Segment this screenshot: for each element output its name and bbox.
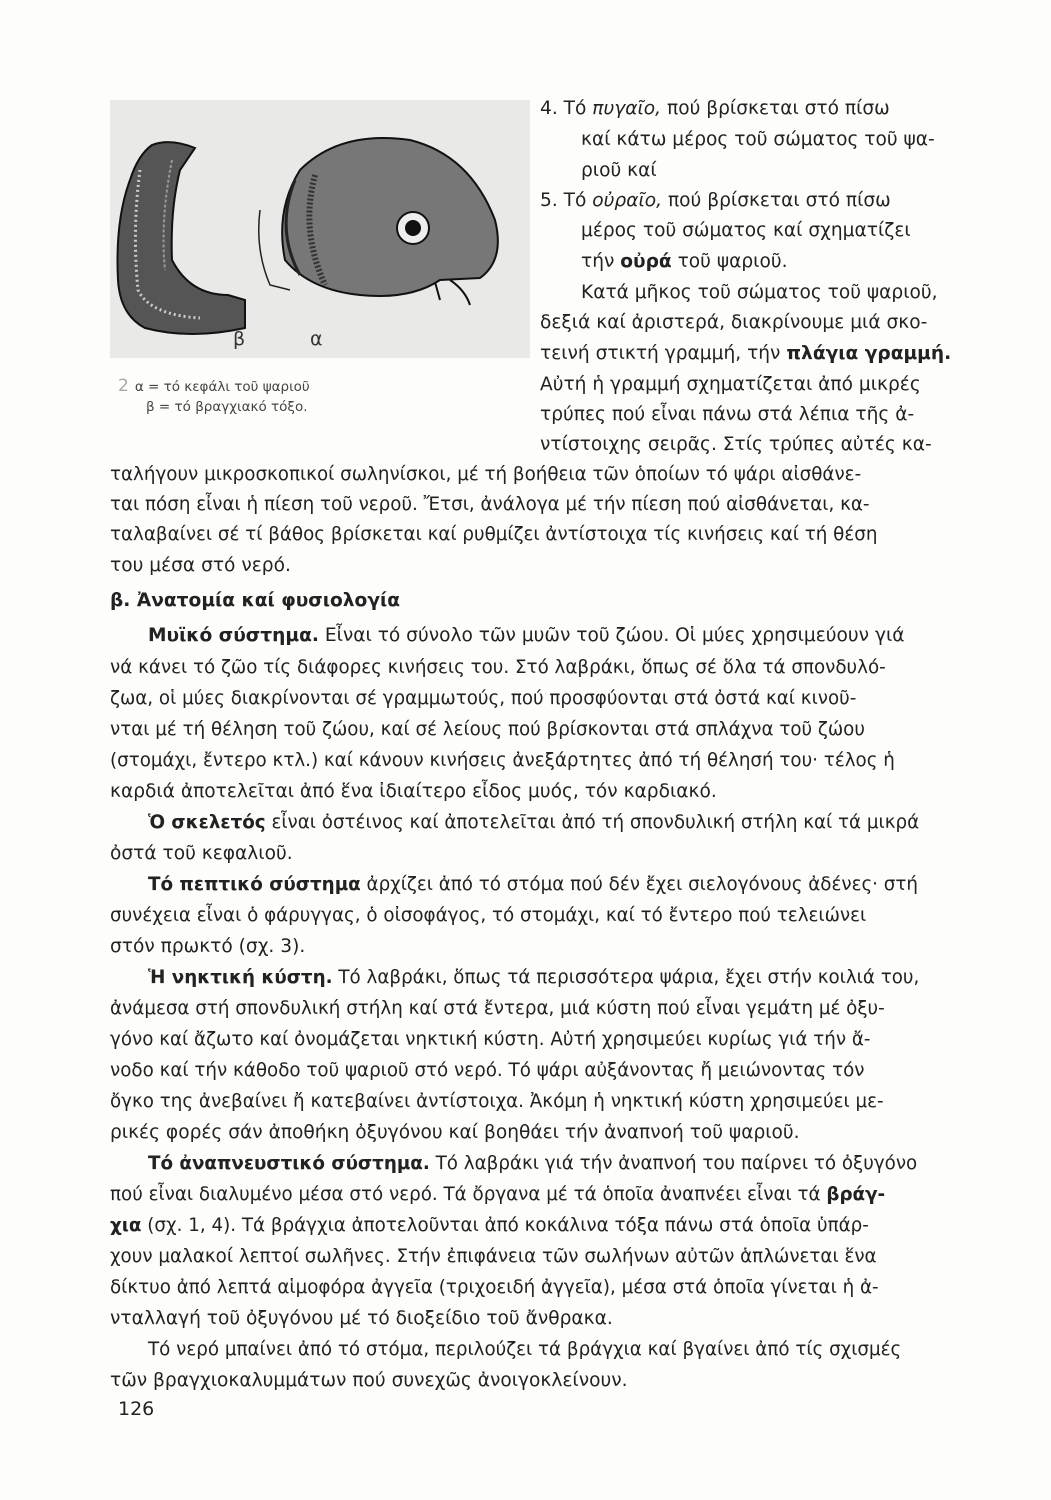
list-item-5-line-3-a: τήν <box>581 251 621 272</box>
muscle-line-1-rest: Εἶναι τό σύνολο τῶν μυῶν τοῦ ζώου. Οἱ μύες χρησιμεύουν γιά <box>318 625 905 646</box>
digestive-line-1 <box>148 872 918 898</box>
lateral-line-10: του μέσα στό νερό. <box>110 555 291 576</box>
term-digestive-system: Τό πεπτικό σύστημα <box>148 874 361 895</box>
bladder-line-6: ρικές φορές σάν ἀποθήκη ὀξυγόνου καί βοηθάει τήν ἀναπνοή τοῦ ψαριοῦ. <box>110 1122 800 1143</box>
lateral-line-2: δεξιά καί ἀριστερά, διακρίνουμε μιά σκο- <box>540 312 928 333</box>
list-item-5-rest: πού βρίσκεται στό πίσω <box>662 190 891 211</box>
caption-line-1: α = τό κεφάλι τοῦ ψαριοῦ <box>134 379 310 395</box>
lateral-line-8: ται πόση εἶναι ἡ πίεση τοῦ νεροῦ. Ἔτσι, ἀνάλογα μέ τήν πίεση πού αἰσθάνεται, κα- <box>110 494 870 515</box>
skeleton-line-2: ὀστά τοῦ κεφαλιοῦ. <box>110 843 293 864</box>
lateral-line-3 <box>540 341 951 367</box>
figure-number: 2 <box>118 376 129 396</box>
bladder-line-5: ὄγκο της ἀνεβαίνει ἤ κατεβαίνει ἀντίστοιχα. Ἀκόμη ἡ νηκτική κύστη χρησιμεύει με- <box>110 1091 884 1112</box>
respiratory-line-4: χουν μαλακοί λεπτοί σωλῆνες. Στήν ἐπιφάνεια τῶν σωλήνων αὐτῶν ἁπλώνεται ἕνα <box>110 1246 877 1267</box>
gill-arch-drawing <box>118 142 246 334</box>
term-ouraio: οὐραῖο, <box>592 190 663 211</box>
figure-fish-head-and-gill-arch <box>110 100 530 358</box>
lateral-line-6: ντίστοιχης σειρᾶς. Στίς τρύπες αὐτές κα- <box>540 434 932 455</box>
respiratory-line-2 <box>110 1182 885 1208</box>
list-item-4-line-1 <box>540 96 890 122</box>
muscle-line-6: καρδιά ἀποτελεῖται ἀπό ἕνα ἰδιαίτερο εἶδος μυός, τόν καρδιακό. <box>110 781 717 802</box>
respiratory-line-3-rest: (σχ. 1, 4). Τά βράγχια ἀποτελοῦνται ἀπό κοκάλινα τόξα πάνω στά ὁποῖα ὑπάρ- <box>141 1215 869 1236</box>
section-heading: β. Ἀνατομία καί φυσιολογία <box>110 590 401 611</box>
skeleton-line-1-rest: εἶναι ὀστέινος καί ἀποτελεῖται ἀπό τή σπονδυλική στήλη καί τά μικρά <box>265 812 920 833</box>
figure-label-alpha: α <box>310 328 323 350</box>
bladder-line-2: ἀνάμεσα στή σπονδυλική στήλη καί στά ἔντερα, μιά κύστη πού εἶναι γεμάτη μέ ὀξυ- <box>110 998 885 1019</box>
term-vragchia-part2: χια <box>110 1215 142 1236</box>
respiratory-line-5: δίκτυο ἀπό λεπτά αἱμοφόρα ἀγγεῖα (τριχοειδή ἀγγεῖα), μέσα στά ὁποῖα γίνεται ἡ ἀ- <box>110 1277 879 1298</box>
muscle-line-3: ζωα, οἱ μύες διακρίνονται σέ γραμμωτούς, πού προσφύονται στά ὀστά καί κινοῦ- <box>110 688 857 709</box>
list-item-4-prefix: 4. Τό <box>540 98 593 119</box>
term-respiratory-system: Τό ἀναπνευστικό σύστημα. <box>148 1153 430 1174</box>
term-pygaio: πυγαῖο, <box>592 98 662 119</box>
water-line-1: Τό νερό μπαίνει ἀπό τό στόμα, περιλούζει τά βράγχια καί βγαίνει ἀπό τίς σχισμές <box>148 1339 902 1360</box>
water-line-2: τῶν βραγχιοκαλυμμάτων πού συνεχῶς ἀνοιγοκλείνουν. <box>110 1370 628 1391</box>
respiratory-line-2-a: πού εἶναι διαλυμένο μέσα στό νερό. Τά ὄργανα μέ τά ὁποῖα ἀναπνέει εἶναι τά <box>110 1184 827 1205</box>
respiratory-line-1-rest: Τό λαβράκι γιά τήν ἀναπνοή του παίρνει τό ὀξυγόνο <box>429 1153 918 1174</box>
bladder-line-1 <box>148 965 919 991</box>
digestive-line-2: συνέχεια εἶναι ὁ φάρυγγας, ὁ οἰσοφάγος, τό στομάχι, καί τό ἔντερο πού τελειώνει <box>110 905 867 926</box>
term-muscle-system: Μυϊκό σύστημα. <box>148 625 319 646</box>
figure-label-beta: β <box>233 328 246 350</box>
list-item-5-line-3-b: τοῦ ψαριοῦ. <box>671 251 788 272</box>
figure-caption <box>118 376 398 417</box>
digestive-line-1-rest: ἀρχίζει ἀπό τό στόμα πού δέν ἔχει σιελογόνους ἀδένες· στή <box>360 874 918 895</box>
fish-head-drawing <box>259 138 498 305</box>
bladder-line-1-rest: Τό λαβράκι, ὅπως τά περισσότερα ψάρια, ἔχει στήν κοιλιά του, <box>332 967 920 988</box>
lateral-line-7: ταλήγουν μικροσκοπικοί σωληνίσκοι, μέ τή βοήθεια τῶν ὁποίων τό ψάρι αἰσθάνε- <box>110 464 862 485</box>
digestive-line-3: στόν πρωκτό (σχ. 3). <box>110 936 306 957</box>
list-item-5-line-2: μέρος τοῦ σώματος καί σχηματίζει <box>581 220 911 241</box>
lateral-line-5: τρύπες πού εἶναι πάνω στά λέπια τῆς ἀ- <box>540 404 915 425</box>
bladder-line-4: νοδο καί τήν κάθοδο τοῦ ψαριοῦ στό νερό. Τό ψάρι αὐξάνοντας ἤ μειώνοντας τόν <box>110 1060 865 1081</box>
fish-illustration <box>110 100 530 358</box>
list-item-5-line-1 <box>540 188 891 214</box>
muscle-line-2: νά κάνει τό ζῶο τίς διάφορες κινήσεις του. Στό λαβράκι, ὅπως σέ ὅλα τά σπονδυλό- <box>110 657 886 678</box>
list-item-5-line-3 <box>581 249 788 275</box>
lateral-line-4: Αὐτή ἡ γραμμή σχηματίζεται ἀπό μικρές <box>540 374 921 395</box>
bladder-line-3: γόνο καί ἄζωτο καί ὀνομάζεται νηκτική κύστη. Αὐτή χρησιμεύει κυρίως γιά τήν ἄ- <box>110 1029 871 1050</box>
list-item-4-rest: πού βρίσκεται στό πίσω <box>661 98 890 119</box>
list-item-4-line-2: καί κάτω μέρος τοῦ σώματος τοῦ ψα- <box>581 129 935 150</box>
term-swim-bladder: Ἡ νηκτική κύστη. <box>148 967 333 988</box>
respiratory-line-6: νταλλαγή τοῦ ὀξυγόνου μέ τό διοξείδιο τοῦ ἄνθρακα. <box>110 1308 613 1329</box>
term-plagia-grammi: πλάγια γραμμή. <box>786 343 952 364</box>
lateral-line-3-a: τεινή στικτή γραμμή, τήν <box>540 343 787 364</box>
page-number: 126 <box>118 1398 155 1420</box>
list-item-5-prefix: 5. Τό <box>540 190 593 211</box>
lateral-line-9: ταλαβαίνει σέ τί βάθος βρίσκεται καί ρυθμίζει ἀντίστοιχα τίς κινήσεις καί τή θέση <box>110 524 878 545</box>
list-item-4-line-3: ριοῦ καί <box>581 160 657 181</box>
term-vragchia-part1: βράγ- <box>826 1184 886 1205</box>
caption-line-2: β = τό βραγχιακό τόξο. <box>146 399 308 415</box>
muscle-line-1 <box>148 623 905 649</box>
muscle-line-5: (στομάχι, ἔντερο κτλ.) καί κάνουν κινήσεις ἀνεξάρτητες ἀπό τή θέλησή του· τέλος ἡ <box>110 750 895 771</box>
term-oura: οὐρά <box>620 251 672 272</box>
term-skeleton: Ὁ σκελετός <box>148 812 266 833</box>
lateral-line-1: Κατά μῆκος τοῦ σώματος τοῦ ψαριοῦ, <box>581 282 938 303</box>
muscle-line-4: νται μέ τή θέληση τοῦ ζώου, καί σέ λείους πού βρίσκονται στά σπλάχνα τοῦ ζώου <box>110 719 865 740</box>
skeleton-line-1 <box>148 810 919 836</box>
respiratory-line-3 <box>110 1213 869 1239</box>
respiratory-line-1 <box>148 1151 917 1177</box>
